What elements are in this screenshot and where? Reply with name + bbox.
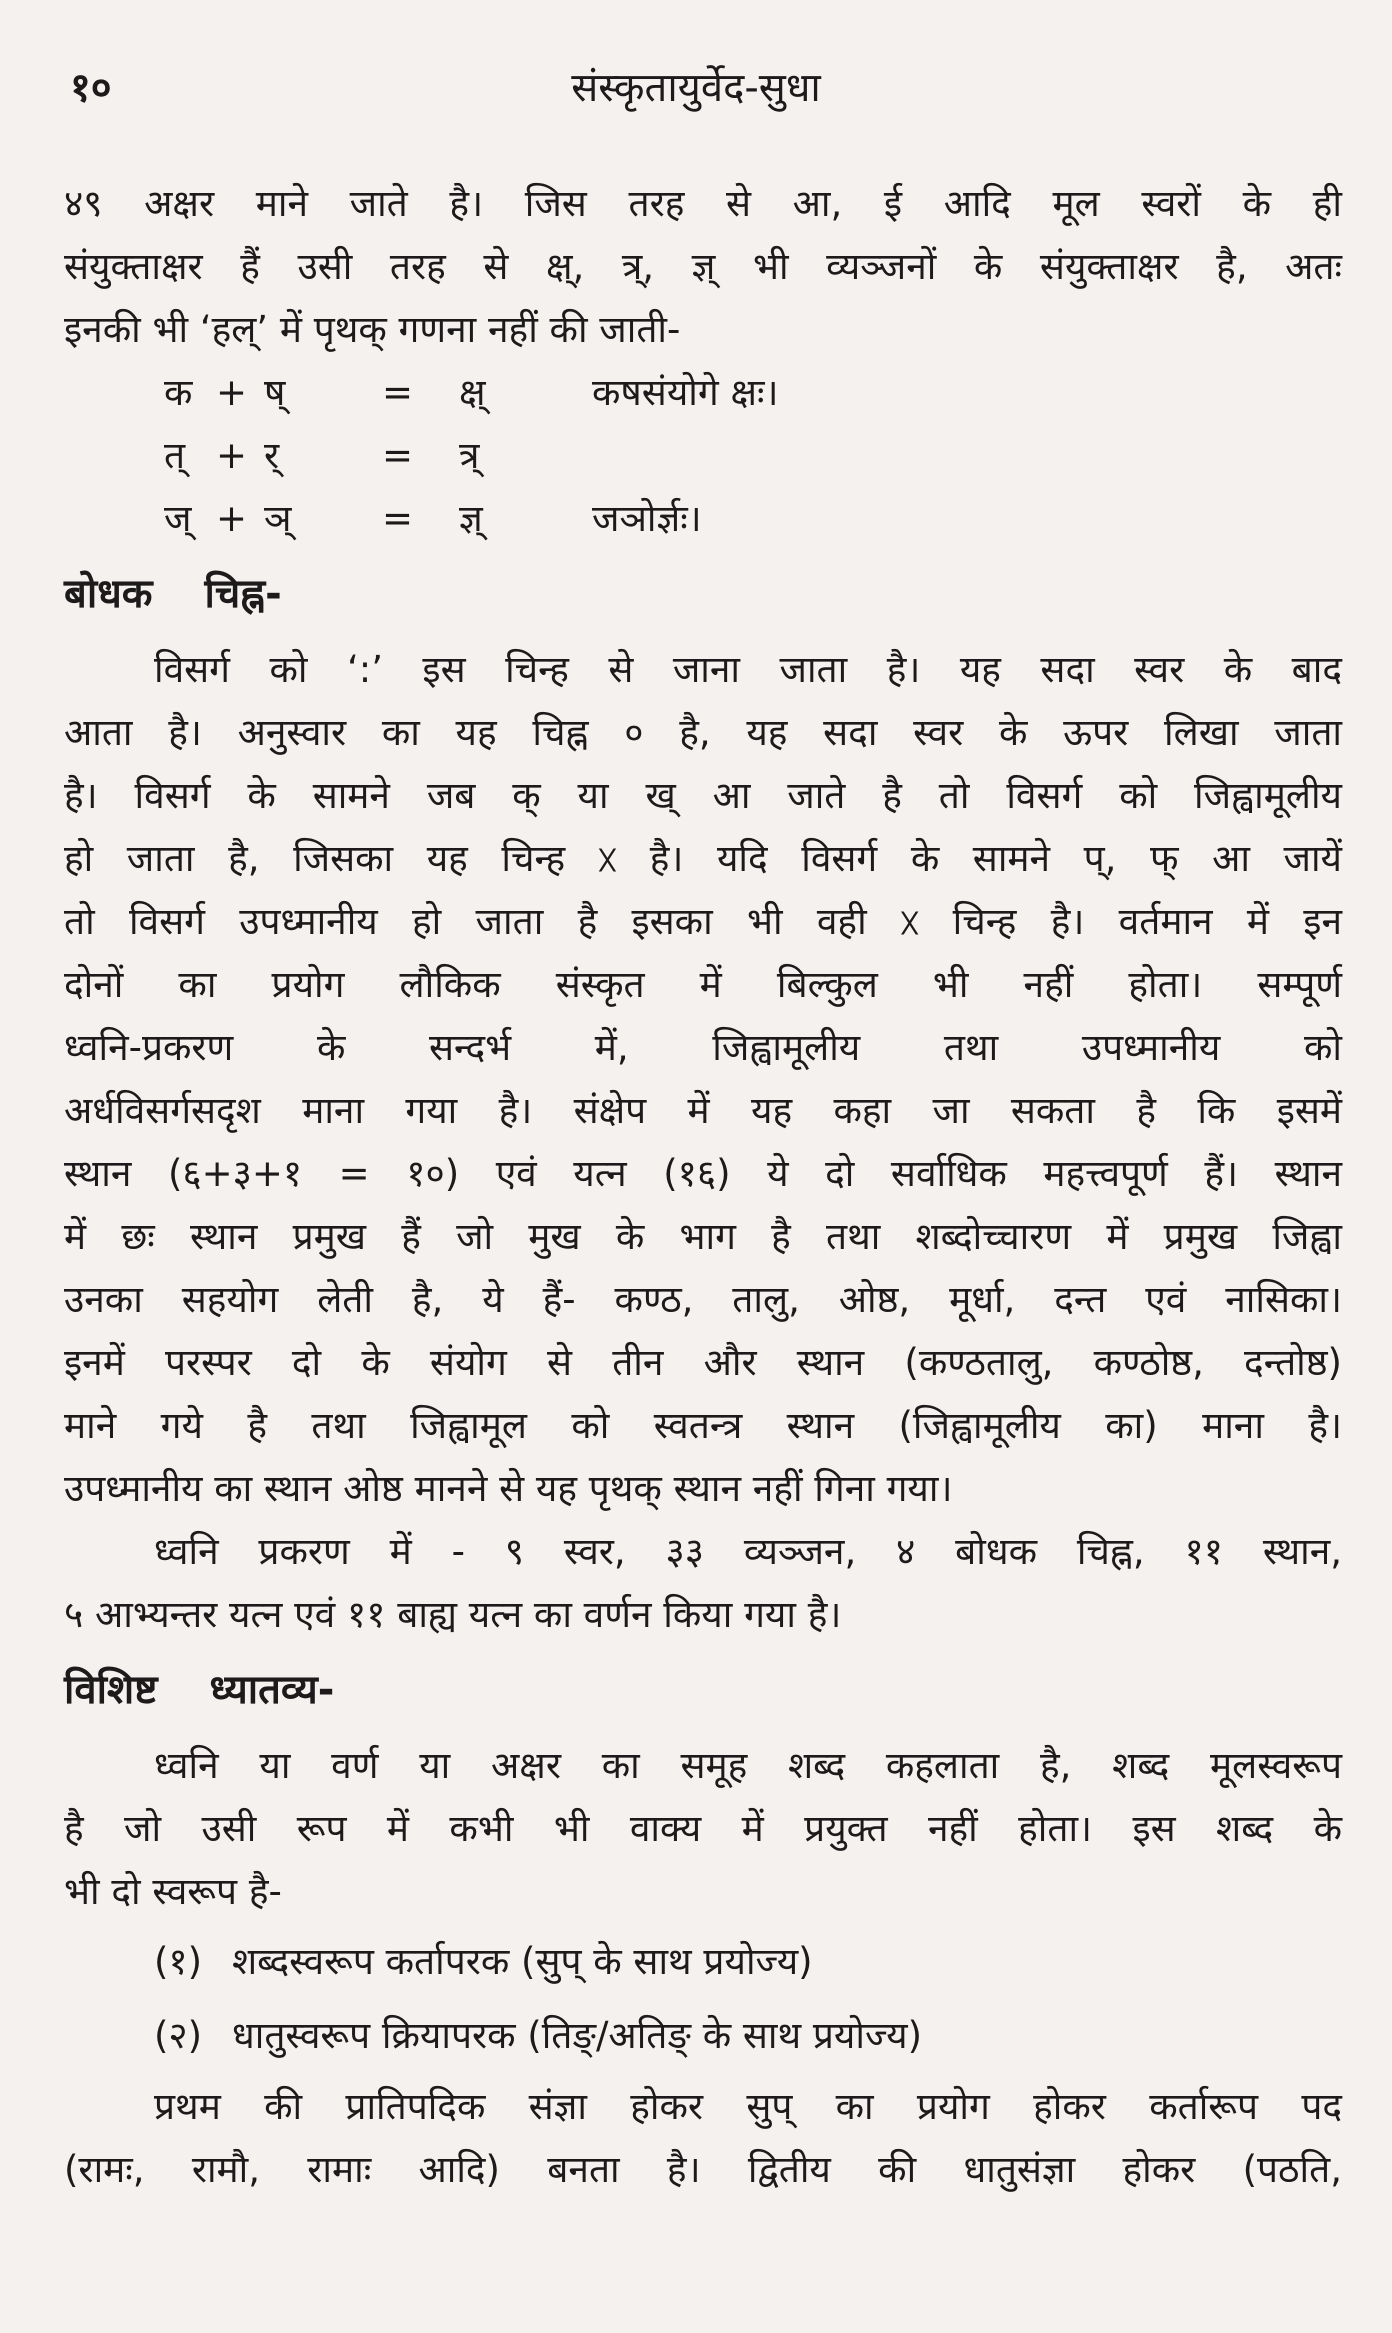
heading-word: बोधक [64, 571, 153, 617]
paragraph-pratipadika [64, 2075, 1342, 2201]
text-line: ध्वनि प्रकरण में - ९ स्वर, ३३ व्यञ्जन, ४ बोधक चिह्न, ११ स्थान, [154, 1530, 1342, 1573]
page-number: १० [70, 65, 112, 111]
text-line: उपध्मानीय का स्थान ओष्ठ मानने से यह पृथक् स्थान नहीं गिना गया। [64, 1467, 953, 1510]
paragraph-shabda [64, 1734, 1342, 1923]
eq-result: त्र् [459, 434, 480, 477]
eq-plus: + [216, 371, 248, 414]
heading-word: चिह्न- [204, 571, 282, 617]
text-line: है जो उसी रूप में कभी भी वाक्य में प्रयुक्त नहीं होता। इस शब्द के [64, 1807, 1342, 1850]
eq-sutra: जञोर्ज्ञः। [592, 497, 702, 540]
list-number: (१) [154, 1940, 203, 1983]
text-line: संयुक्ताक्षर हैं उसी तरह से क्ष्, त्र्, ज्ञ् भी व्यञ्जनों के संयुक्ताक्षर है, अतः [64, 245, 1342, 288]
text-line: प्रथम की प्रातिपदिक संज्ञा होकर सुप् का प्रयोग होकर कर्तारूप पद [154, 2085, 1342, 2128]
text-line: इनमें परस्पर दो के संयोग से तीन और स्थान (कण्ठतालु, कण्ठोष्ठ, दन्तोष्ठ) [64, 1341, 1342, 1384]
eq-operand-b: र् [264, 434, 280, 477]
text-line: भी दो स्वरूप है- [64, 1870, 282, 1913]
text-line: स्थान (६+३+१ = १०) एवं यत्न (१६) ये दो सर्वाधिक महत्त्वपूर्ण हैं। स्थान [64, 1152, 1342, 1195]
section-heading-bodhak-chihna [64, 562, 1342, 626]
text-line: तो विसर्ग उपध्मानीय हो जाता है इसका भी वही ᳵ चिन्ह है। वर्तमान में इन [64, 900, 1342, 943]
text-line: आता है। अनुस्वार का यह चिह्न ० है, यह सदा स्वर के ऊपर लिखा जाता [64, 711, 1342, 754]
eq-operand-b: ष् [264, 371, 286, 414]
text-line: ध्वनि या वर्ण या अक्षर का समूह शब्द कहलाता है, शब्द मूलस्वरूप [154, 1744, 1342, 1787]
list-item [64, 1927, 1342, 1997]
eq-sutra: कषसंयोगे क्षः। [592, 371, 779, 414]
text-line: ५ आभ्यन्तर यत्न एवं ११ बाह्य यत्न का वर्णन किया गया है। [64, 1593, 842, 1636]
eq-plus: + [216, 497, 248, 540]
list-item [64, 2001, 1342, 2071]
conjunct-equations [64, 361, 1342, 550]
page-header [0, 58, 1392, 118]
text-line: है। विसर्ग के सामने जब क् या ख् आ जाते है तो विसर्ग को जिह्वामूलीय [64, 774, 1342, 817]
list-text: धातुस्वरूप क्रियापरक (तिङ्/अतिङ् के साथ प्रयोज्य) [232, 2014, 923, 2057]
heading-word: ध्यातव्य- [209, 1667, 335, 1713]
text-line: (रामः, रामौ, रामाः आदि) बनता है। द्वितीय की धातुसंज्ञा होकर (पठति, [64, 2148, 1342, 2191]
equation-row [64, 487, 1342, 550]
text-line: दोनों का प्रयोग लौकिक संस्कृत में बिल्कुल भी नहीं होता। सम्पूर्ण [64, 963, 1342, 1006]
text-line: अर्धविसर्गसदृश माना गया है। संक्षेप में यह कहा जा सकता है कि इसमें [64, 1089, 1342, 1132]
paragraph-visarga [64, 638, 1342, 1520]
eq-equals: = [382, 497, 414, 540]
eq-operand-a: क [164, 371, 193, 414]
eq-result: क्ष् [459, 371, 486, 414]
paragraph-intro [64, 172, 1342, 361]
text-line: ध्वनि-प्रकरण के सन्दर्भ में, जिह्वामूलीय तथा उपध्मानीय को [64, 1026, 1342, 1069]
text-line: उनका सहयोग लेती है, ये हैं- कण्ठ, तालु, ओष्ठ, मूर्धा, दन्त एवं नासिका। [64, 1278, 1342, 1321]
text-line: विसर्ग को ‘:’ इस चिन्ह से जाना जाता है। यह सदा स्वर के बाद [154, 648, 1342, 691]
list-text: शब्दस्वरूप कर्तापरक (सुप् के साथ प्रयोज्य) [232, 1940, 813, 1983]
equation-row [64, 424, 1342, 487]
equation-row [64, 361, 1342, 424]
eq-operand-a: ज् [164, 497, 192, 540]
text-line: ४९ अक्षर माने जाते है। जिस तरह से आ, ई आदि मूल स्वरों के ही [64, 182, 1342, 225]
eq-equals: = [382, 434, 414, 477]
eq-operand-a: त् [164, 434, 186, 477]
paragraph-summary [64, 1520, 1342, 1646]
text-line: माने गये है तथा जिह्वामूल को स्वतन्त्र स्थान (जिह्वामूलीय का) माना है। [64, 1404, 1342, 1447]
running-title: संस्कृतायुर्वेद-सुधा [571, 65, 821, 111]
page-body [64, 172, 1342, 2201]
numbered-list [64, 1927, 1342, 2071]
section-heading-vishisht-dhyatavya [64, 1658, 1342, 1722]
text-line: हो जाता है, जिसका यह चिन्ह ᳵ है। यदि विसर्ग के सामने प्, फ् आ जायें [64, 837, 1342, 880]
heading-word: विशिष्ट [64, 1667, 158, 1713]
text-line: इनकी भी ‘हल्’ में पृथक् गणना नहीं की जाती- [64, 308, 681, 351]
eq-equals: = [382, 371, 414, 414]
eq-operand-b: ञ् [264, 497, 292, 540]
eq-plus: + [216, 434, 248, 477]
list-number: (२) [154, 2014, 203, 2057]
eq-result: ज्ञ् [459, 497, 483, 540]
text-line: में छः स्थान प्रमुख हैं जो मुख के भाग है तथा शब्दोच्चारण में प्रमुख जिह्वा [64, 1215, 1342, 1258]
